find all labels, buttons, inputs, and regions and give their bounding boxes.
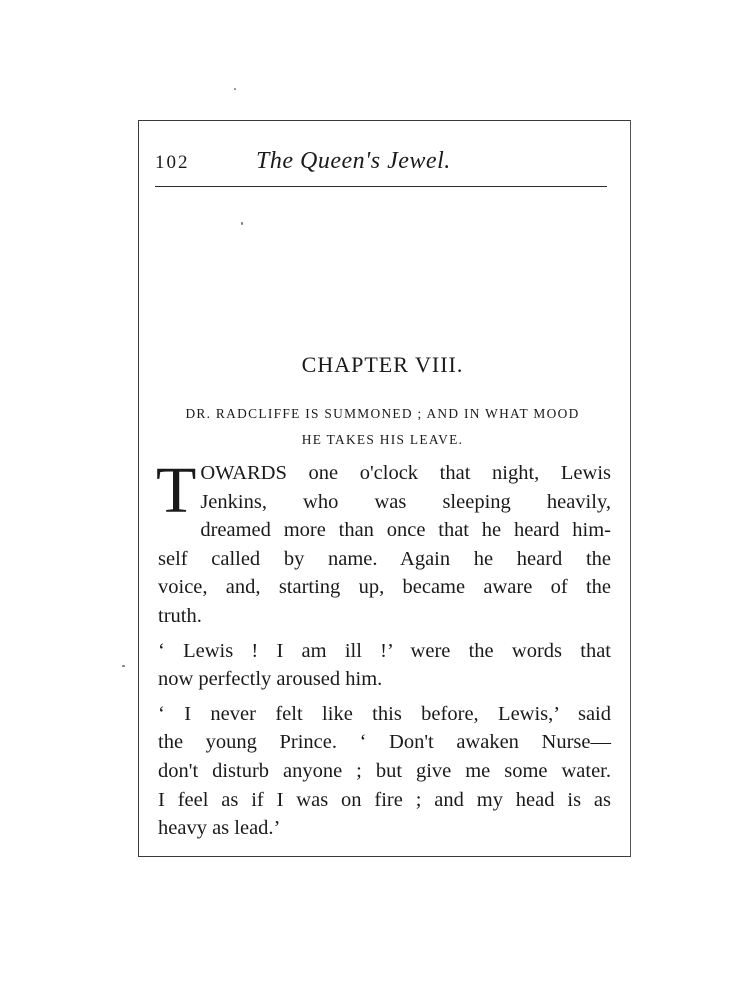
paragraph bbox=[158, 700, 611, 843]
speck-mark bbox=[241, 222, 243, 225]
chapter-subtitle bbox=[150, 401, 615, 453]
header-rule bbox=[155, 186, 607, 187]
page-number: 102 bbox=[155, 152, 190, 173]
text-line: self called by name. Again he heard the bbox=[158, 547, 611, 570]
drop-cap: T bbox=[156, 454, 197, 527]
text-line: the young Prince. ‘ Don't awaken Nurse— bbox=[158, 731, 611, 754]
running-title: The Queen's Jewel. bbox=[256, 148, 451, 174]
paragraph bbox=[158, 637, 611, 694]
text-line: heavy as lead.’ bbox=[158, 817, 281, 840]
page-header bbox=[155, 140, 610, 180]
text-line: truth. bbox=[158, 604, 202, 627]
text-line: dreamed more than once that he heard him- bbox=[200, 519, 611, 542]
text-line: ‘ I never felt like this before, Lewis,’ said bbox=[158, 702, 611, 725]
text-line: ‘ Lewis ! I am ill !’ were the words that bbox=[158, 639, 611, 662]
body-text bbox=[156, 454, 611, 843]
text-line: OWARDS one o'clock that night, Lewis bbox=[200, 462, 611, 484]
text-line: I feel as if I was on fire ; and my head is as bbox=[158, 788, 611, 811]
text-line: now perfectly aroused him. bbox=[158, 668, 383, 691]
speck-mark bbox=[122, 665, 125, 667]
subtitle-line: HE TAKES HIS LEAVE. bbox=[301, 432, 464, 447]
paragraph bbox=[156, 454, 611, 631]
subtitle-line: DR. RADCLIFFE IS SUMMONED ; AND IN WHAT MOOD bbox=[185, 406, 580, 421]
text-line: voice, and, starting up, became aware of the bbox=[158, 576, 611, 599]
chapter-title: CHAPTER VIII. bbox=[301, 352, 464, 377]
text-line: don't disturb anyone ; but give me some water. bbox=[158, 759, 611, 782]
text-line: Jenkins, who was sleeping heavily, bbox=[200, 490, 611, 513]
speck-mark bbox=[234, 88, 236, 90]
